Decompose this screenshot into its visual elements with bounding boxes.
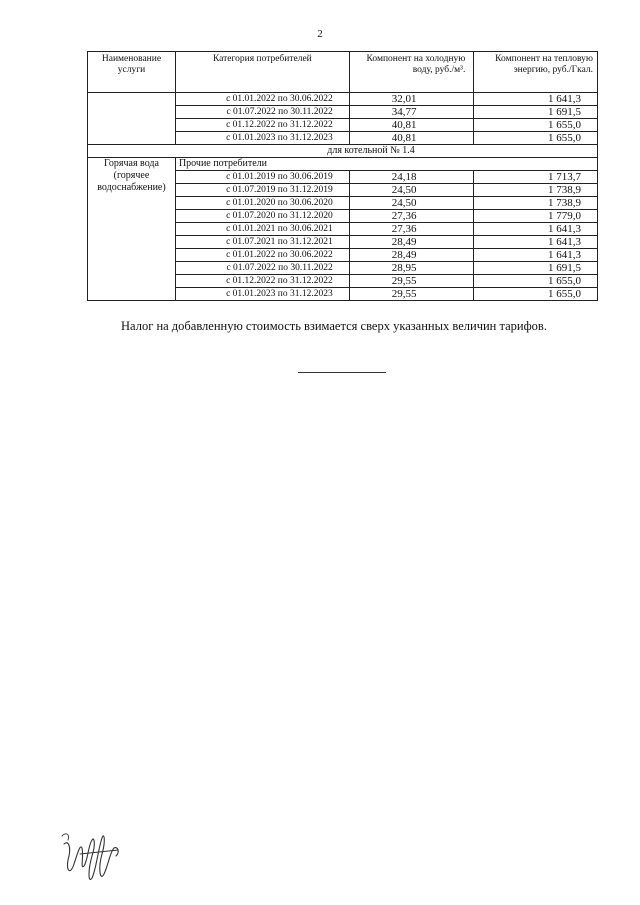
cold-value-cell: 34,77	[349, 106, 474, 119]
heat-value-cell: 1 691,5	[474, 262, 598, 275]
vat-note: Налог на добавленную стоимость взимается сверх указанных величин тарифов.	[121, 319, 547, 333]
period-cell: с 01.07.2021 по 31.12.2021	[175, 236, 349, 249]
header-cold-component: Компонент на холодную воду, руб./м³.	[349, 52, 474, 93]
cold-value-cell: 28,49	[349, 236, 474, 249]
section-title-row	[88, 145, 598, 158]
end-divider-line	[298, 372, 386, 373]
cold-value-cell: 27,36	[349, 223, 474, 236]
service-name-cell: Горячая вода (горячее водоснабжение)	[88, 158, 176, 301]
period-cell: с 01.01.2023 по 31.12.2023	[175, 288, 349, 301]
cold-value-cell: 40,81	[349, 119, 474, 132]
page-number: 2	[317, 28, 323, 40]
heat-value-cell: 1 738,9	[474, 197, 598, 210]
heat-value-cell: 1 641,3	[474, 249, 598, 262]
cold-value-cell: 28,49	[349, 249, 474, 262]
cold-value-cell: 32,01	[349, 93, 474, 106]
period-cell: с 01.07.2022 по 30.11.2022	[175, 106, 349, 119]
period-cell: с 01.12.2022 по 31.12.2022	[175, 275, 349, 288]
heat-value-cell: 1 779,0	[474, 210, 598, 223]
period-cell: с 01.01.2022 по 30.06.2022	[175, 93, 349, 106]
period-cell: с 01.12.2022 по 31.12.2022	[175, 119, 349, 132]
header-service: Наименование услуги	[88, 52, 176, 93]
cold-value-cell: 27,36	[349, 210, 474, 223]
period-cell: с 01.07.2020 по 31.12.2020	[175, 210, 349, 223]
heat-value-cell: 1 655,0	[474, 275, 598, 288]
tariff-table	[87, 51, 598, 301]
cold-value-cell: 40,81	[349, 132, 474, 145]
period-cell: с 01.07.2019 по 31.12.2019	[175, 184, 349, 197]
heat-value-cell: 1 641,3	[474, 236, 598, 249]
heat-value-cell: 1 655,0	[474, 132, 598, 145]
heat-value-cell: 1 691,5	[474, 106, 598, 119]
cold-value-cell: 24,50	[349, 184, 474, 197]
heat-value-cell: 1 655,0	[474, 119, 598, 132]
cold-value-cell: 29,55	[349, 275, 474, 288]
cold-value-cell: 29,55	[349, 288, 474, 301]
period-cell: с 01.01.2022 по 30.06.2022	[175, 249, 349, 262]
header-category: Категория потребителей	[175, 52, 349, 93]
table-header-row	[88, 52, 598, 93]
period-cell: с 01.07.2022 по 30.11.2022	[175, 262, 349, 275]
period-cell: с 01.01.2019 по 30.06.2019	[175, 171, 349, 184]
cold-value-cell: 24,50	[349, 197, 474, 210]
period-cell: с 01.01.2023 по 31.12.2023	[175, 132, 349, 145]
header-heat-component: Компонент на тепловую энергию, руб./Гкал.	[474, 52, 598, 93]
handwritten-signature	[58, 826, 128, 888]
cold-value-cell: 24,18	[349, 171, 474, 184]
table-row	[88, 93, 598, 106]
heat-value-cell: 1 655,0	[474, 288, 598, 301]
heat-value-cell: 1 713,7	[474, 171, 598, 184]
period-cell: с 01.01.2021 по 30.06.2021	[175, 223, 349, 236]
section-title: для котельной № 1.4	[88, 145, 598, 158]
period-cell: с 01.01.2020 по 30.06.2020	[175, 197, 349, 210]
cold-value-cell: 28,95	[349, 262, 474, 275]
category-row	[88, 158, 598, 171]
service-cell-empty	[88, 93, 176, 145]
heat-value-cell: 1 641,3	[474, 93, 598, 106]
heat-value-cell: 1 641,3	[474, 223, 598, 236]
heat-value-cell: 1 738,9	[474, 184, 598, 197]
category-label: Прочие потребители	[175, 158, 597, 171]
